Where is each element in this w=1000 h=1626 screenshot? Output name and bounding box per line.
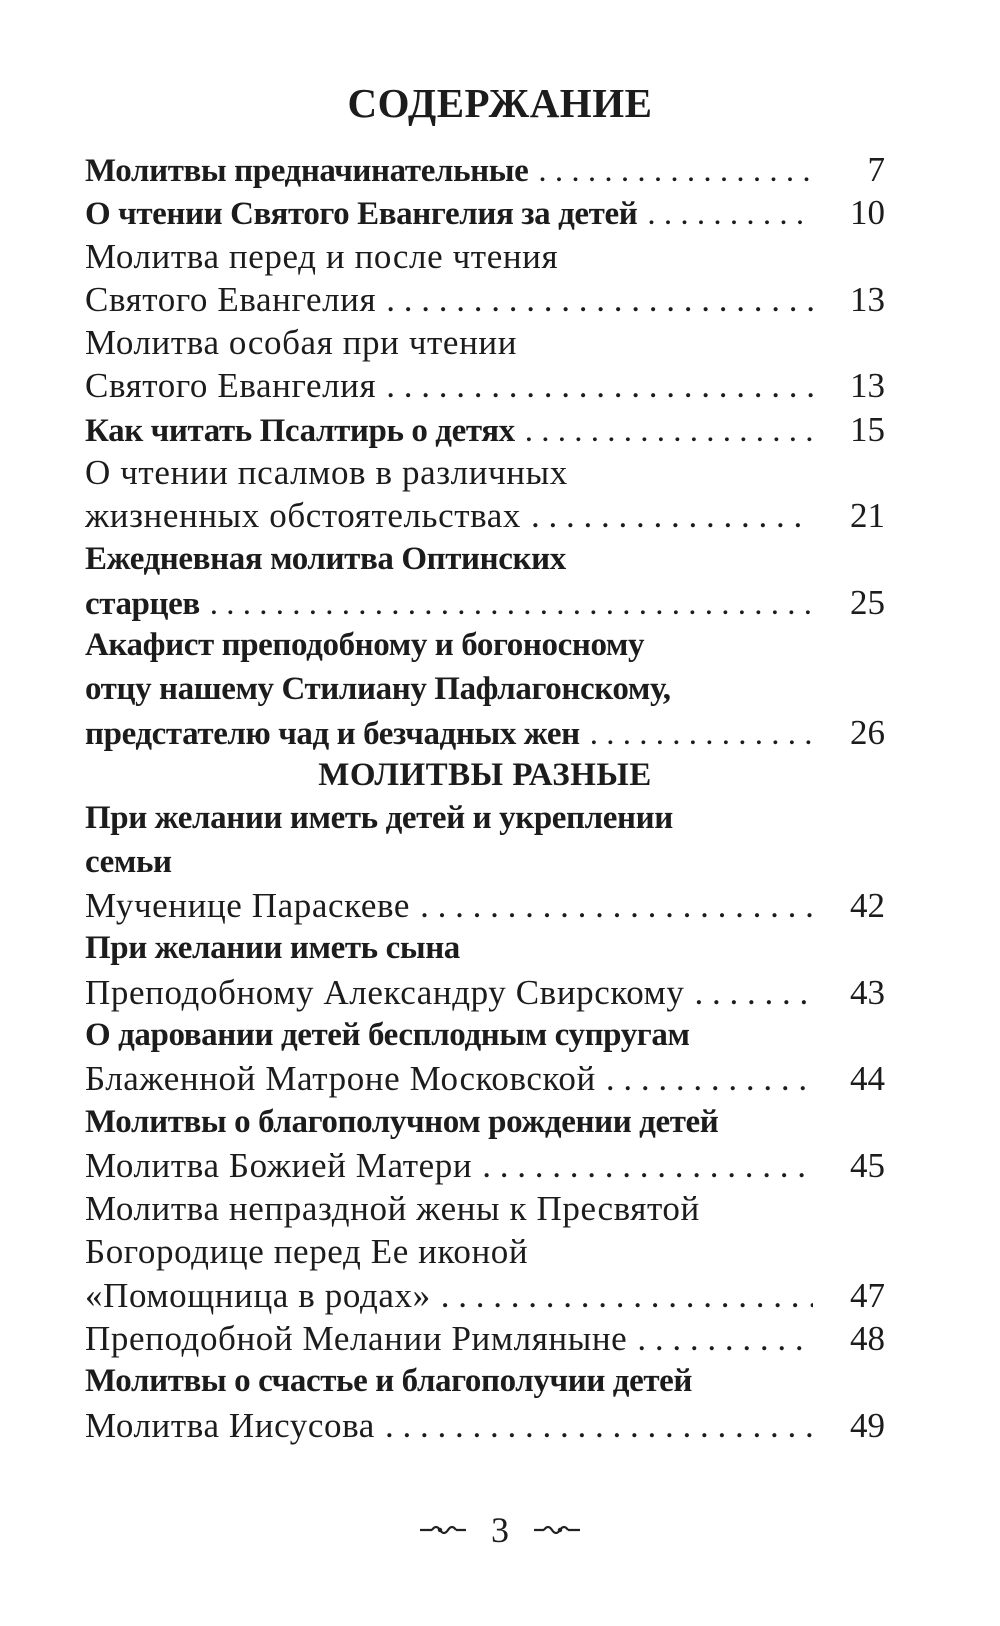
dot-leader (386, 364, 813, 407)
toc-entry-text: Молитва Иисусова (85, 1405, 375, 1445)
toc-entry (85, 148, 885, 191)
dot-leader (590, 713, 813, 756)
toc-entry-page: 10 (850, 193, 885, 233)
toc-entry-text: Святого Евангелия (85, 279, 377, 319)
toc-entry (85, 538, 885, 581)
toc-entry-page: 42 (850, 886, 885, 926)
toc-entry-text: Молитва перед и после чтения (85, 236, 559, 276)
dot-leader (695, 971, 814, 1014)
toc-entry (85, 927, 885, 970)
toc-entry-text: МОЛИТВЫ РАЗНЫЕ (318, 757, 652, 794)
toc-entry (85, 408, 885, 451)
toc-entry-page: 48 (850, 1319, 885, 1359)
left-ornament-icon (418, 1522, 468, 1538)
toc-entry-text: Молитвы предначинательные (85, 153, 529, 189)
toc-entry-text: Молитва Божией Матери (85, 1145, 473, 1185)
toc-entry (85, 191, 885, 234)
toc-entry (85, 1101, 885, 1144)
toc-entry (85, 235, 885, 278)
toc-entry-text: Молитва непраздной жены к Пресвятой (85, 1189, 700, 1229)
toc-entry-page: 47 (850, 1275, 885, 1315)
dot-leader (538, 150, 813, 193)
toc-entry-text: Молитва особая при чтении (85, 323, 518, 363)
toc-entry-page: 45 (850, 1145, 885, 1185)
dot-leader (386, 278, 813, 321)
toc-entry (85, 364, 885, 407)
dot-leader (531, 494, 813, 537)
toc-entry-text: О чтении псалмов в различных (85, 453, 568, 493)
toc-entry-text: При желании иметь детей и укреплении (85, 800, 673, 837)
toc-entry-text: предстателю чад и безчадных жен (85, 715, 580, 752)
dot-leader (210, 583, 813, 626)
toc-entry-text: Акафист преподобному и богоносному (85, 627, 645, 664)
dot-leader (385, 1404, 813, 1447)
dot-leader (441, 1274, 813, 1317)
toc-entry (85, 1014, 885, 1057)
toc-entry-text: отцу нашему Стилиану Пафлагонскому, (85, 670, 671, 707)
toc-entry-text: жизненных обстоятельствах (85, 496, 522, 536)
toc-entry-page: 44 (850, 1059, 885, 1099)
dot-leader (606, 1057, 813, 1100)
toc-entry-text: «Помощница в родах» (85, 1275, 431, 1315)
toc-entry (85, 278, 885, 321)
toc-entry (85, 321, 885, 364)
toc-title: СОДЕРЖАНИЕ (347, 80, 653, 126)
toc-entry-text: Преподобному Александру Свирскому (85, 972, 685, 1012)
toc-entry-page: 13 (850, 279, 885, 319)
toc-entry-text: Преподобной Мелании Римляныне (85, 1319, 628, 1359)
dot-leader (637, 1317, 813, 1360)
right-ornament-icon (532, 1522, 582, 1538)
dot-leader (525, 410, 813, 453)
toc-entry (85, 494, 885, 537)
toc-entry-text: Как читать Псалтирь о детях (85, 412, 515, 449)
dot-leader (647, 193, 813, 236)
toc-entry (85, 1057, 885, 1100)
toc-entry-text: Святого Евангелия (85, 366, 377, 406)
toc-entry (85, 884, 885, 927)
toc-entry-text: Мученице Параскеве (85, 886, 411, 926)
page-footer (0, 1506, 1000, 1550)
toc-entry-text: При желании иметь сына (85, 930, 460, 967)
toc-entry (85, 797, 885, 840)
toc-entry (85, 1317, 885, 1360)
toc-entry-page: 13 (850, 366, 885, 406)
toc-entry-text: Блаженной Матроне Московской (85, 1059, 596, 1099)
toc-entry (85, 1187, 885, 1230)
toc-entry (85, 1404, 885, 1447)
toc-entry (85, 451, 885, 494)
toc-entry (85, 668, 885, 711)
toc-entry (85, 841, 885, 884)
toc-entry-page: 25 (850, 582, 885, 622)
toc-entry (85, 1144, 885, 1187)
toc-entry-text: О даровании детей бесплодным супругам (85, 1016, 690, 1053)
toc-entry (85, 624, 885, 667)
toc-entry (85, 1230, 885, 1273)
page-number: 3 (491, 1509, 509, 1550)
toc-entry-page: 26 (850, 712, 885, 752)
dot-leader (420, 884, 813, 927)
dot-leader (482, 1144, 813, 1187)
toc-entry-page: 49 (850, 1405, 885, 1445)
toc-entry-page: 43 (850, 972, 885, 1012)
toc-entry-page: 7 (867, 150, 885, 189)
toc-entry-text: О чтении Святого Евангелия за детей (85, 196, 638, 233)
toc-entry-text: Молитвы о счастье и благополучии детей (85, 1363, 693, 1400)
toc-entry (85, 711, 885, 754)
toc-entry (85, 1360, 885, 1403)
toc-entry-text: старцев (85, 585, 200, 622)
toc-entry-text: Ежедневная молитва Оптинских (85, 540, 566, 577)
toc-entry (85, 1274, 885, 1317)
toc-entry-text: Молитвы о благополучном рождении детей (85, 1103, 719, 1140)
section-heading (85, 754, 885, 797)
toc-entry-page: 15 (850, 409, 885, 449)
toc-entry (85, 581, 885, 624)
table-of-contents (85, 148, 885, 1447)
toc-entry-text: семьи (85, 843, 172, 880)
toc-entry-text: Богородице перед Ее иконой (85, 1232, 529, 1272)
toc-entry (85, 971, 885, 1014)
toc-entry-page: 21 (850, 496, 885, 536)
